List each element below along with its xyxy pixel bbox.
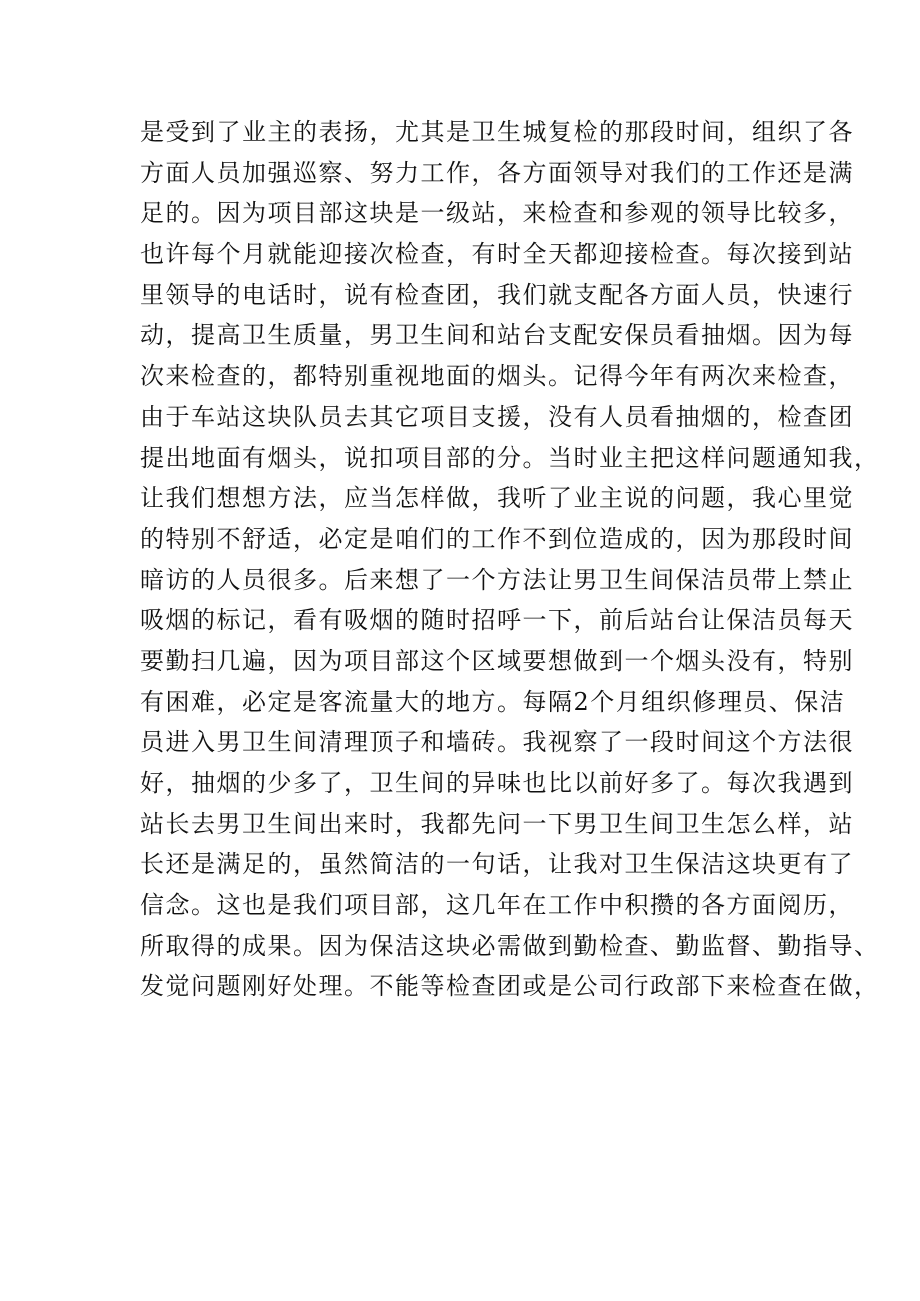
body-paragraph — [140, 112, 880, 1007]
text-line: 好，抽烟的少多了，卫生间的异味也比以前好多了。每次我遇到 — [140, 769, 854, 797]
text-line: 足的。因为项目部这块是一级站，来检查和参观的领导比较多， — [140, 199, 854, 228]
text-line: 所取得的成果。因为保洁这块必需做到勤检查、勤监督、勤指导、 — [140, 931, 880, 960]
text-line: 暗访的人员很多。后来想了一个方法让男卫生间保洁员带上禁止 — [140, 565, 854, 594]
text-line: 长还是满足的，虽然简洁的一句话，让我对卫生保洁这块更有了 — [140, 850, 854, 879]
text-line: 提出地面有烟头，说扣项目部的分。当时业主把这样问题通知我， — [140, 443, 880, 472]
text-line: 有困难，必定是客流量大的地方。每隔2个月组织修理员、保洁 — [140, 687, 846, 716]
text-line: 发觉问题刚好处理。不能等检查团或是公司行政部下来检查在做， — [140, 972, 880, 1001]
text-line: 信念。这也是我们项目部，这几年在工作中积攒的各方面阅历， — [140, 891, 854, 920]
text-line: 站长去男卫生间出来时，我都先问一下男卫生间卫生怎么样，站 — [140, 809, 854, 838]
text-line: 员进入男卫生间清理顶子和墙砖。我视察了一段时间这个方法很 — [140, 728, 854, 757]
text-line: 次来检查的，都特别重视地面的烟头。记得今年有两次来检查， — [140, 362, 854, 391]
text-line: 吸烟的标记，看有吸烟的随时招呼一下，前后站台让保洁员每天 — [140, 606, 854, 635]
text-line: 是受到了业主的表扬，尤其是卫生城复检的那段时间，组织了各 — [140, 118, 854, 146]
text-line: 让我们想想方法，应当怎样做，我听了业主说的问题，我心里觉 — [140, 484, 854, 513]
text-line: 里领导的电话时，说有检查团，我们就支配各方面人员，快速行 — [140, 280, 854, 309]
text-line: 由于车站这块队员去其它项目支援，没有人员看抽烟的，检查团 — [140, 402, 854, 431]
text-line: 也许每个月就能迎接次检查，有时全天都迎接检查。每次接到站 — [140, 240, 854, 269]
text-line: 的特别不舒适，必定是咱们的工作不到位造成的，因为那段时间 — [140, 524, 854, 553]
text-line: 要勤扫几遍，因为项目部这个区域要想做到一个烟头没有，特别 — [140, 646, 854, 675]
text-line: 方面人员加强巡察、努力工作，各方面领导对我们的工作还是满 — [140, 158, 854, 187]
text-line: 动，提高卫生质量，男卫生间和站台支配安保员看抽烟。因为每 — [140, 321, 854, 350]
